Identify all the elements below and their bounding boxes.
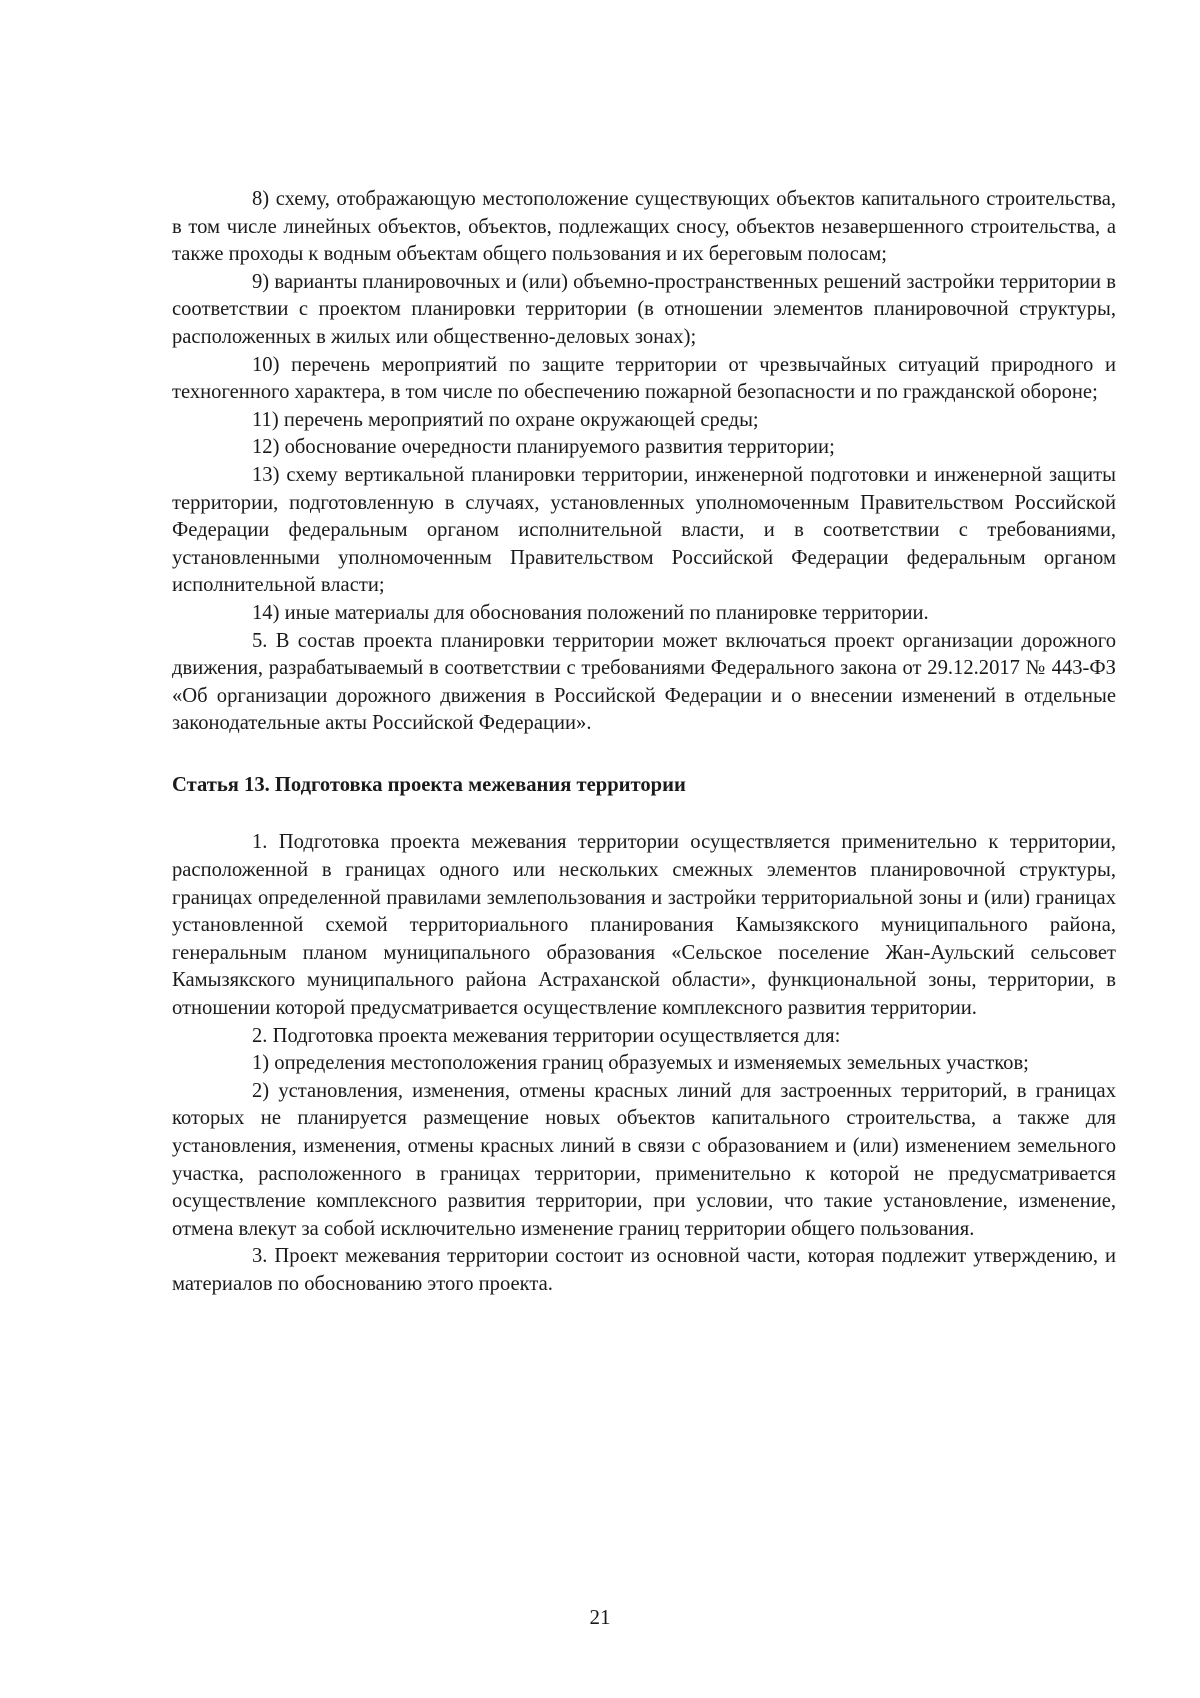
paragraph-clause-3: 3. Проект межевания территории состоит из основной части, которая подлежит утверждению, и материалов по обоснованию этого проекта. [172,1245,1116,1295]
page-content [172,186,1116,1299]
article-heading: Статья 13. Подготовка проекта межевания территории [172,773,686,796]
paragraph-item-8: 8) схему, отображающую местоположение существующих объектов капитального строительства, в том числе линейных объектов, объектов, подлежащих сносу, объектов незавершенного строительства, а также проходы к водным объектам общего пользования и их береговым полосам; [172,188,1116,266]
paragraph-item-12: 12) обоснование очередности планируемого развития территории; [252,436,835,459]
paragraph-item-13: 13) схему вертикальной планировки территории, инженерной подготовки и инженерной защиты территории, подготовленную в случаях, установленных уполномоченным Правительством Российской Федерации федеральным органом исполнительной власти, и в соответствии с требованиями, установленными уполномоченным Правительством Российской Федерации федеральным органом исполнительной власти; [172,463,1116,597]
paragraph-item-10: 10) перечень мероприятий по защите территории от чрезвычайных ситуаций природного и техногенного характера, в том числе по обеспечению пожарной безопасности и по гражданской обороне; [172,353,1116,404]
paragraph-item-9: 9) варианты планировочных и (или) объемно-пространственных решений застройки территории в соответствии с проектом планировки территории (в отношении элементов планировочной структуры, расположенных в жилых или общественно-деловых зонах); [172,270,1116,348]
paragraph-subitem-2: 2) установления, изменения, отмены красных линий для застроенных территорий, в границах которых не планируется размещение новых объектов капитального строительства, а также для установления, изменения, отмены красных линий в связи с образованием и (или) изменением земельного участка, расположенного в границах территории, применительно к которой не предусматривается осуществление комплексного развития территории, при условии, что такие установление, изменение, отмена влекут за собой исключительно изменение границ территории общего пользования. [172,1079,1116,1240]
paragraph-clause-2: 2. Подготовка проекта межевания территории осуществляется для: [252,1024,841,1047]
paragraph-item-14: 14) иные материалы для обоснования положений по планировке территории. [252,601,929,624]
paragraph-item-11: 11) перечень мероприятий по охране окружающей среды; [252,408,759,431]
page-number: 21 [589,1605,611,1629]
paragraph-clause-5: 5. В состав проекта планировки территории может включаться проект организации дорожного движения, разрабатываемый в соответствии с требованиями Федерального закона от 29.12.2017 № 443-ФЗ «Об организации дорожного движения в Российской Федерации и о внесении изменений в отдельные законодательные акты Российской Федерации». [172,629,1116,735]
paragraph-clause-1: 1. Подготовка проекта межевания территории осуществляется применительно к территории, расположенной в границах одного или нескольких смежных элементов планировочной структуры, границах определенной правилами землепользования и застройки территориальной зоны и (или) границах установленной схемой территориального планирования Камызякского муниципального района, генеральным планом муниципального образования «Сельское поселение Жан-Аульский сельсовет Камызякского муниципального района Астраханской области», функциональной зоны, территории, в отношении которой предусматривается осуществление комплексного развития территории. [172,831,1116,1020]
paragraph-subitem-1: 1) определения местоположения границ образуемых и изменяемых земельных участков; [252,1052,1029,1075]
